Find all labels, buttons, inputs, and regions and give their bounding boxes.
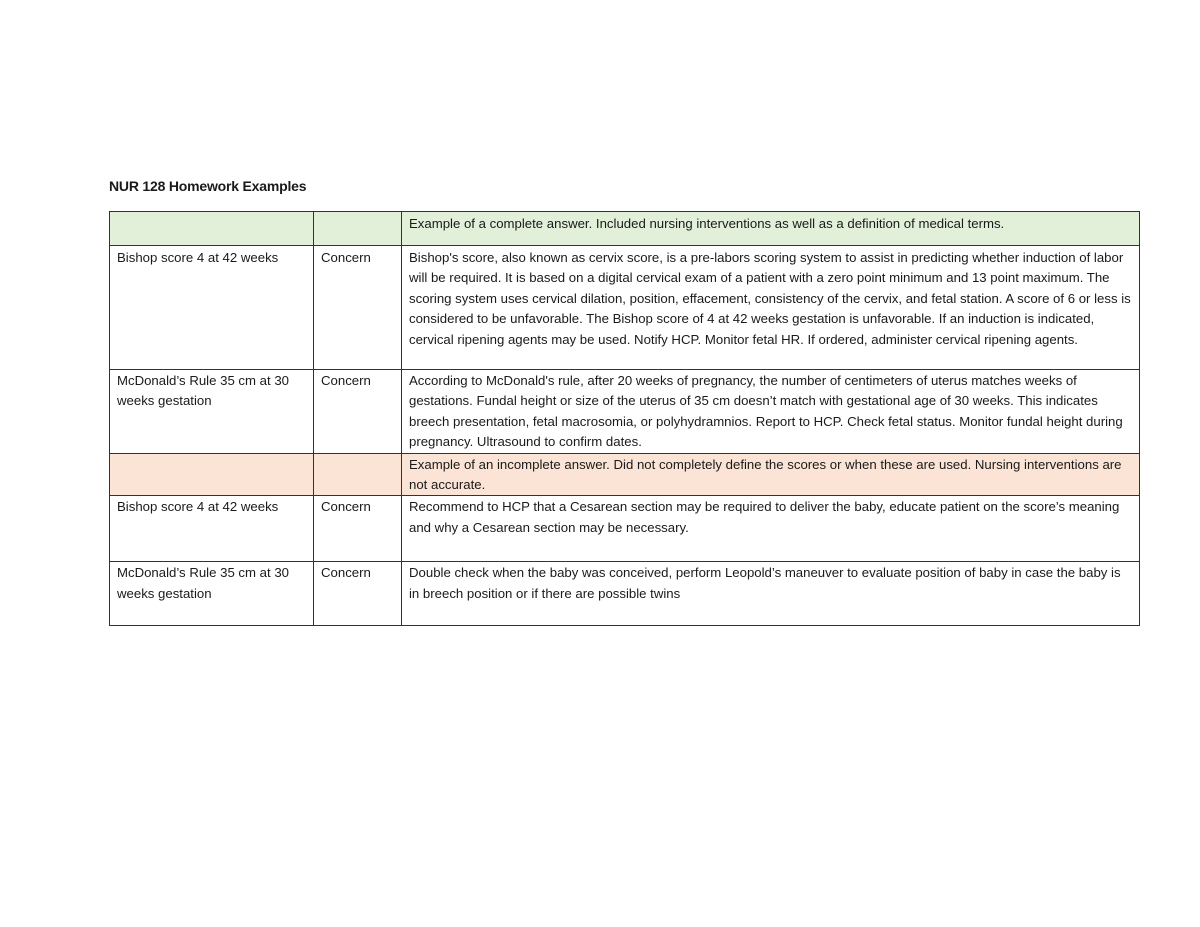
table-cell-explanation: Example of an incomplete answer. Did not completely define the scores or when these are used. Nursing interventions are not accurate. <box>402 453 1140 496</box>
table-row <box>110 496 1140 562</box>
table-cell-explanation: Example of a complete answer. Included nursing interventions as well as a definition of medical terms. <box>402 212 1140 246</box>
table-row-complete-example-header <box>110 212 1140 246</box>
table-cell-status: Concern <box>314 562 402 626</box>
table-cell-explanation: Double check when the baby was conceived, perform Leopold’s maneuver to evaluate position of baby in case the baby is in breech position or if there are possible twins <box>402 562 1140 626</box>
table-row <box>110 246 1140 370</box>
table-cell-explanation: According to McDonald's rule, after 20 weeks of pregnancy, the number of centimeters of uterus matches weeks of gestations. Fundal height or size of the uterus of 35 cm doesn’t match with gestational age of 30 weeks. This indicates breech presentation, fetal macrosomia, or polyhydramnios. Report to HCP. Check fetal status. Monitor fundal height during pregnancy. Ultrasound to confirm dates. <box>402 370 1140 454</box>
table-cell-topic: McDonald’s Rule 35 cm at 30 weeks gestation <box>110 370 314 454</box>
table-cell-explanation: Recommend to HCP that a Cesarean section may be required to deliver the baby, educate patient on the score’s meaning and why a Cesarean section may be necessary. <box>402 496 1140 562</box>
document-title: NUR 128 Homework Examples <box>109 178 307 194</box>
table-cell-status <box>314 453 402 496</box>
table-cell-topic: McDonald’s Rule 35 cm at 30 weeks gestation <box>110 562 314 626</box>
table-row-incomplete-example-header <box>110 453 1140 496</box>
table-cell-status: Concern <box>314 370 402 454</box>
table-cell-status <box>314 212 402 246</box>
table-cell-topic <box>110 212 314 246</box>
table-cell-topic: Bishop score 4 at 42 weeks <box>110 246 314 370</box>
table-cell-status: Concern <box>314 246 402 370</box>
homework-table <box>109 211 1140 626</box>
table-cell-topic: Bishop score 4 at 42 weeks <box>110 496 314 562</box>
table-row <box>110 370 1140 454</box>
table-row <box>110 562 1140 626</box>
table-cell-topic <box>110 453 314 496</box>
table-cell-status: Concern <box>314 496 402 562</box>
table-cell-explanation: Bishop's score, also known as cervix score, is a pre-labors scoring system to assist in predicting whether induction of labor will be required. It is based on a digital cervical exam of a patient with a zero point minimum and 13 point maximum. The scoring system uses cervical dilation, position, effacement, consistency of the cervix, and fetal station. A score of 6 or less is considered to be unfavorable. The Bishop score of 4 at 42 weeks gestation is unfavorable. If an induction is indicated, cervical ripening agents may be used. Notify HCP. Monitor fetal HR. If ordered, administer cervical ripening agents. <box>402 246 1140 370</box>
